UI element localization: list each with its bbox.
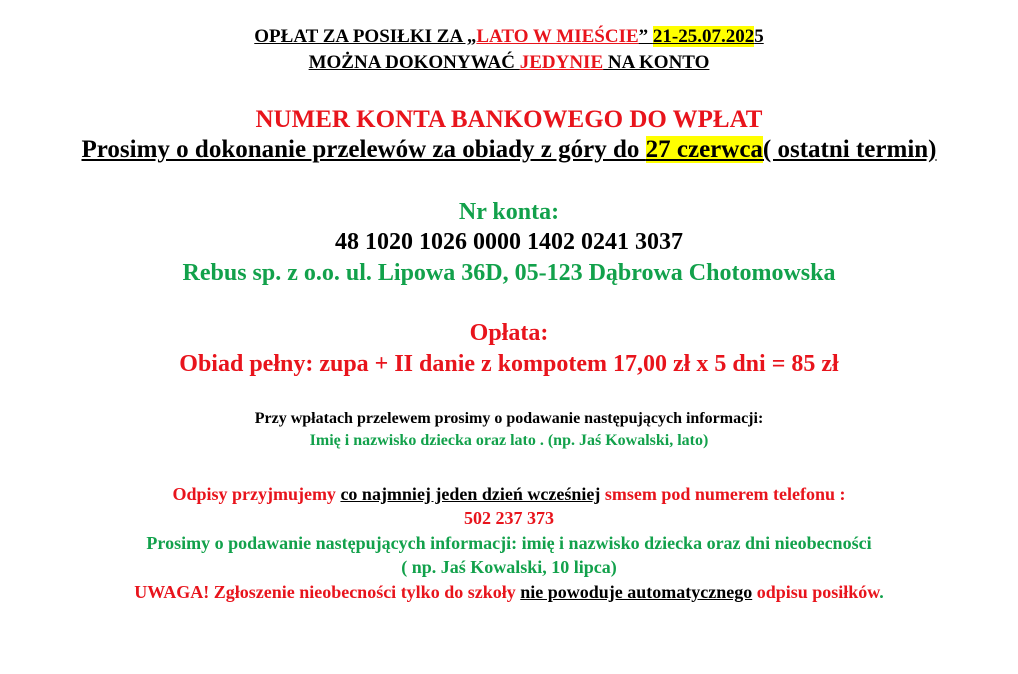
cancellation-sms: smsem pod numerem telefonu :: [600, 484, 846, 504]
warning-emphasis: nie powoduje automatycznego: [520, 582, 753, 602]
header-intro: OPŁAT ZA POSIŁKI ZA „: [254, 26, 477, 47]
fee-line: Obiad pełny: zupa + II danie z kompotem 17,00 zł x 5 dni = 85 zł: [179, 351, 839, 377]
payment-request-a: Prosimy o dokonanie przelewów za obiady z góry do: [81, 136, 646, 163]
header-line-2: [0, 52, 1018, 74]
cancellation-example: ( np. Jaś Kowalski, 10 lipca): [401, 557, 617, 577]
transfer-info-line-1: Przy wpłatach przelewem prosimy o podawanie następujących informacji:: [254, 410, 764, 427]
cancellation-intro: Odpisy przyjmujemy: [172, 484, 341, 504]
warning-intro: UWAGA! Zgłoszenie nieobecności tylko do szkoły: [134, 582, 521, 602]
header-line-1: [0, 26, 1018, 48]
cancellation-info: Prosimy o podawanie następujących informacji: imię i nazwisko dziecka oraz dni nieobecności: [146, 533, 872, 553]
payment-request-c: ( ostatni termin): [762, 136, 937, 163]
lato-w-miescie: LATO W MIEŚCIE: [476, 26, 639, 47]
cancellation-line-1: [0, 484, 1018, 505]
warning-period: .: [879, 582, 884, 602]
payment-deadline: 27 czerwca: [645, 136, 763, 163]
company-address: Rebus sp. z o.o. ul. Lipowa 36D, 05-123 Dąbrowa Chotomowska: [182, 260, 836, 286]
payment-request: [0, 136, 1018, 165]
account-section-title: NUMER KONTA BANKOWEGO DO WPŁAT: [255, 106, 763, 133]
phone-number: 502 237 373: [464, 508, 554, 528]
cancellation-advance: co najmniej jeden dzień wcześniej: [340, 484, 601, 504]
header-quote: ”: [638, 26, 653, 47]
date-range-highlight: 21-25.07.202: [652, 26, 755, 47]
payment-method-a: MOŻNA DOKONYWAĆ: [308, 52, 520, 73]
fee-label: Opłata:: [469, 320, 549, 346]
warning-line: [0, 582, 1018, 603]
payment-method-c: NA KONTO: [603, 52, 710, 73]
warning-end: odpisu posiłków: [752, 582, 880, 602]
account-label: Nr konta:: [458, 199, 560, 225]
date-range-end: 5: [754, 26, 764, 47]
transfer-info-line-2: Imię i nazwisko dziecka oraz lato . (np. Jaś Kowalski, lato): [309, 432, 709, 449]
account-number: 48 1020 1026 0000 1402 0241 3037: [335, 229, 683, 255]
payment-method-only: JEDYNIE: [519, 52, 604, 73]
